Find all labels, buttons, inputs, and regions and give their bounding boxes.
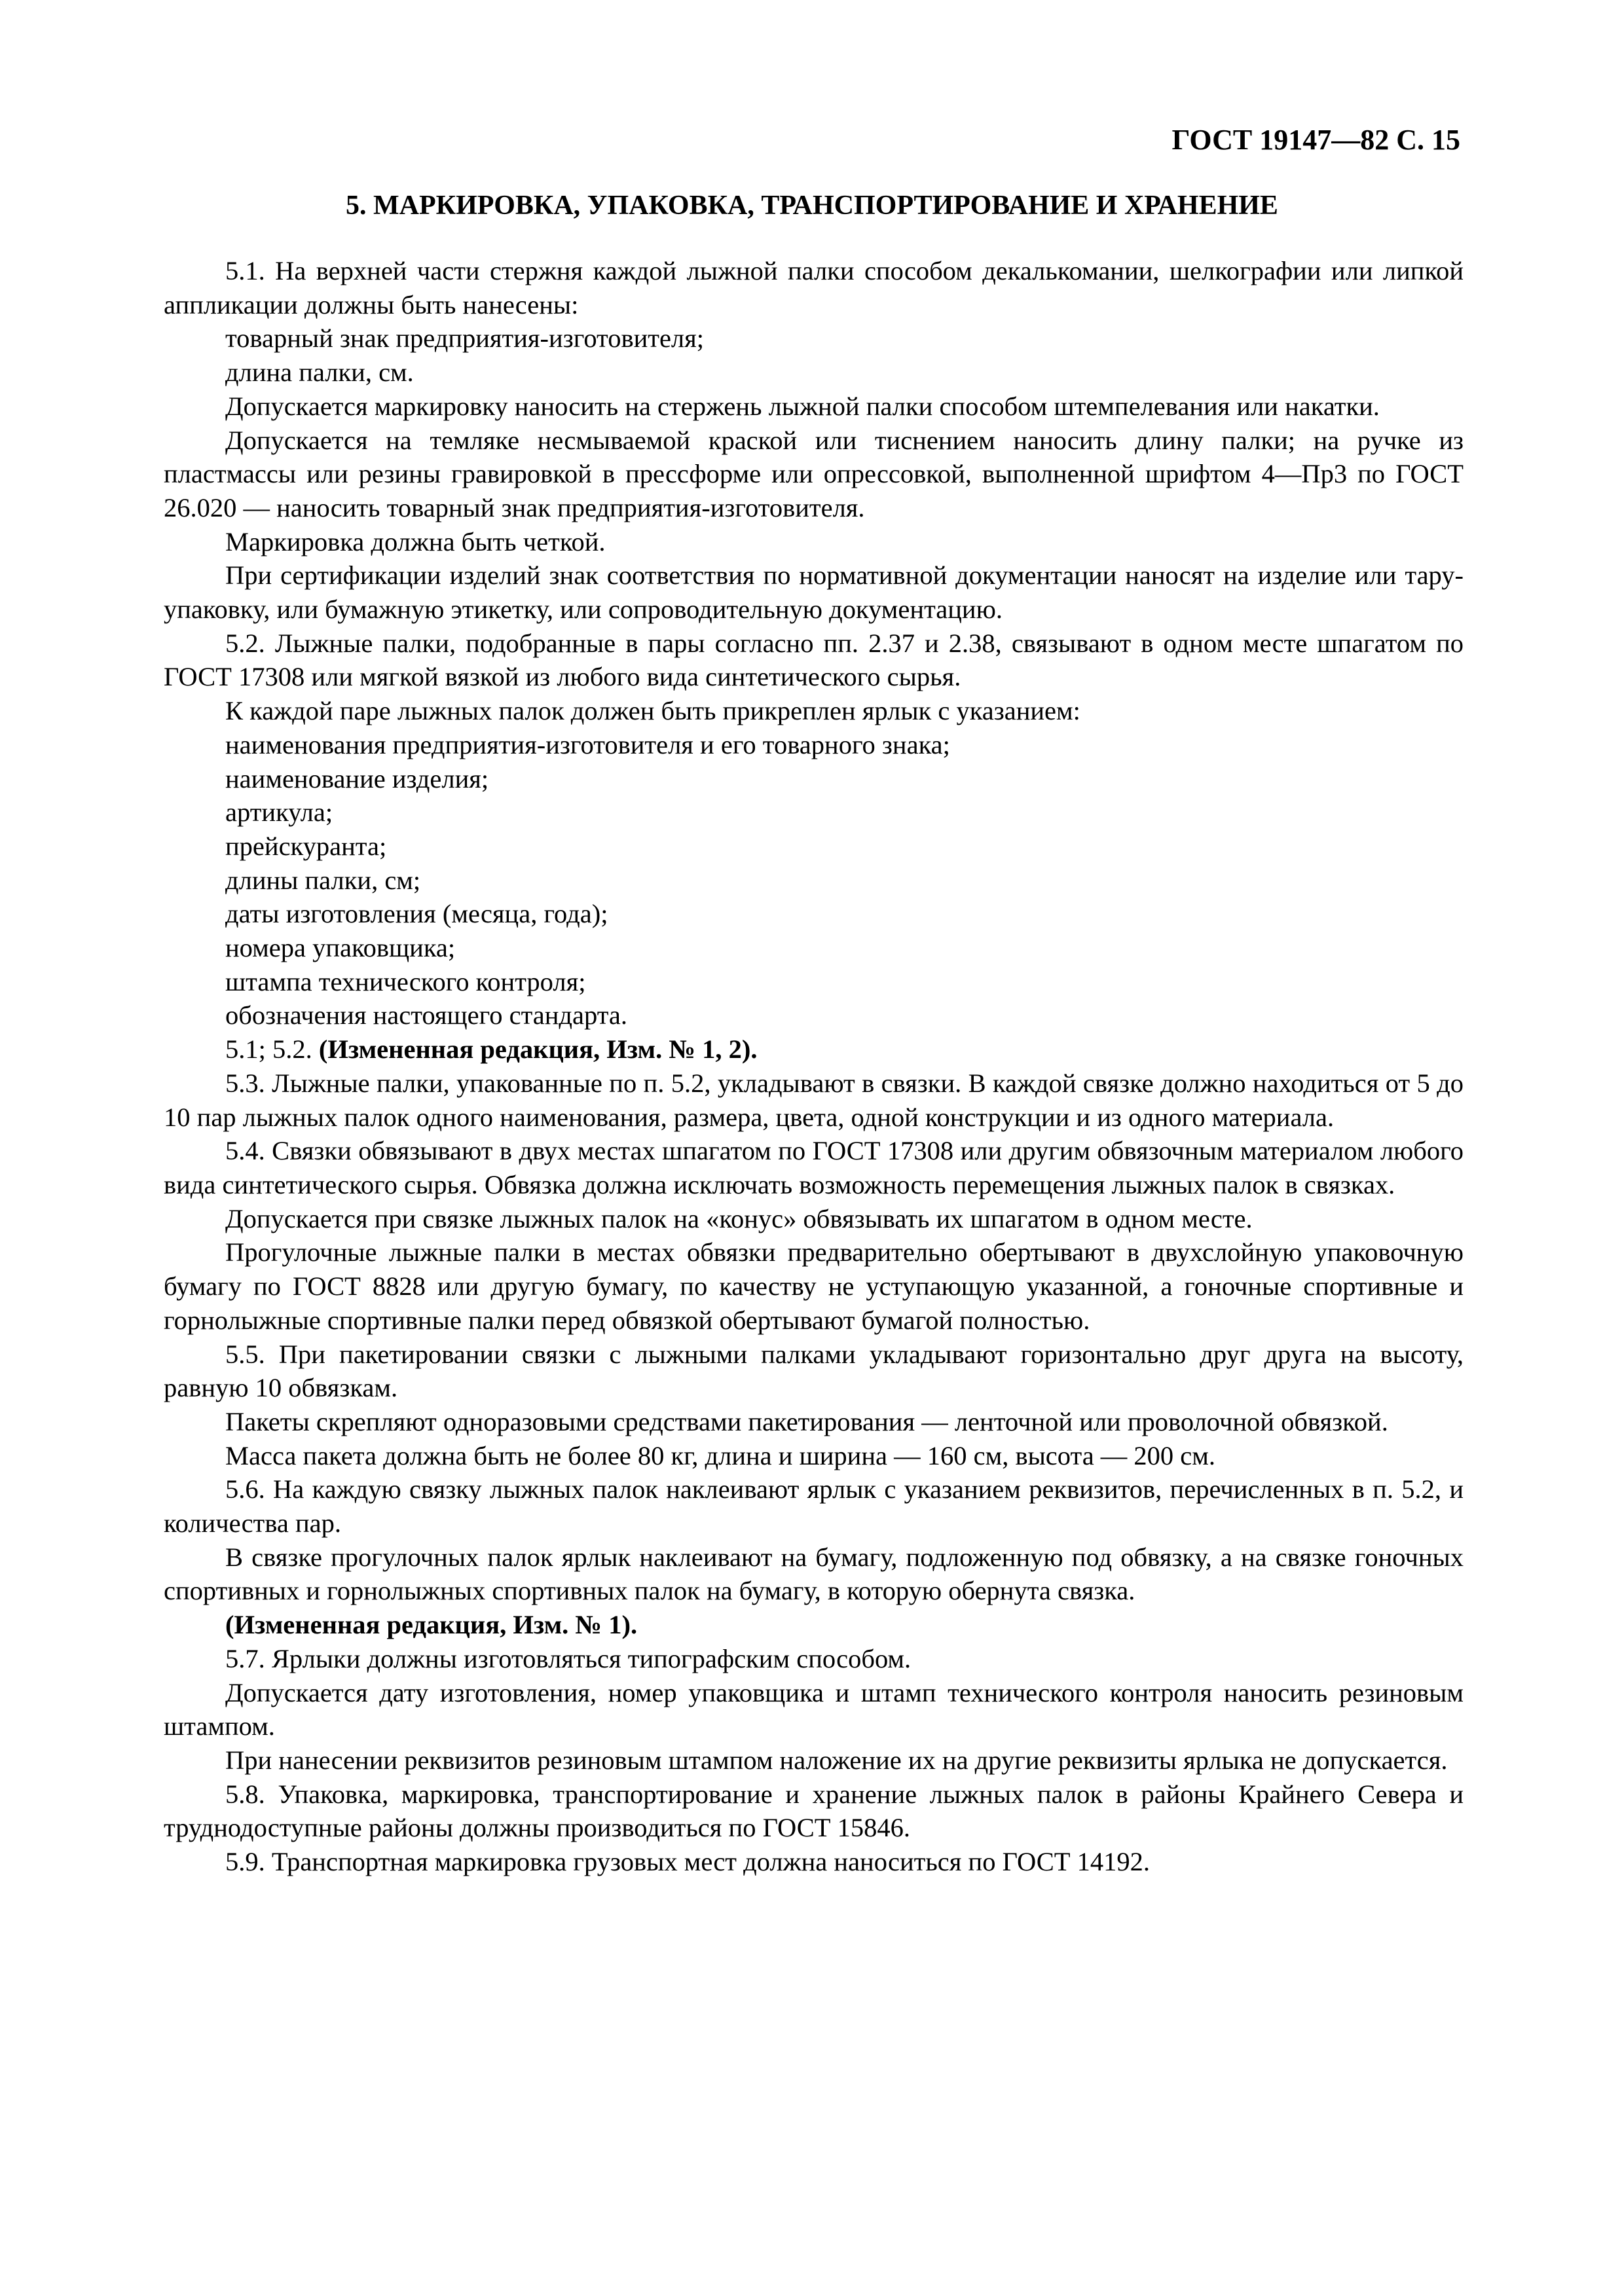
paragraph: длина палки, см.	[225, 357, 414, 388]
paragraph: Допускается на темляке несмываемой краской или тиснением наносить длину палки; на ручке из пластмассы или резины гравировкой в прессформе или опрессовкой, выполненной шрифтом 4—Пр3 по ГОСТ 26.020 — наносить товарный знак предприятия-изготовителя.	[164, 425, 1464, 522]
paragraph: Допускается при связке лыжных палок на «конус» обвязывать их шпагатом в одном месте.	[225, 1203, 1253, 1233]
list-item: наименования предприятия-изготовителя и его товарного знака;	[225, 729, 950, 759]
amendment-prefix: 5.1; 5.2.	[225, 1034, 319, 1065]
list-item: номера упаковщика;	[225, 933, 456, 963]
section-title: 5. МАРКИРОВКА, УПАКОВКА, ТРАНСПОРТИРОВАНИЕ И ХРАНЕНИЕ	[346, 191, 1278, 221]
paragraph: При нанесении реквизитов резиновым штампом наложение их на другие реквизиты ярлыка не допускается.	[225, 1745, 1448, 1775]
amendment-bold: (Измененная редакция, Изм. № 1, 2).	[318, 1034, 758, 1065]
paragraph: Допускается дату изготовления, номер упаковщика и штамп технического контроля наносить резиновым штампом.	[164, 1677, 1464, 1741]
amendment-note	[164, 1032, 1464, 1066]
paragraph: 5.2. Лыжные палки, подобранные в пары согласно пп. 2.37 и 2.38, связывают в одном месте шпагатом по ГОСТ 17308 или мягкой вязкой из любого вида синтетического сырья.	[164, 628, 1464, 692]
paragraph: Допускается маркировку наносить на стержень лыжной палки способом штемпелевания или накатки.	[225, 391, 1380, 421]
paragraph: 5.1. На верхней части стержня каждой лыжной палки способом декалькомании, шелкографии или липкой аппликации должны быть нанесены:	[164, 256, 1464, 319]
list-item: обозначения настоящего стандарта.	[225, 1000, 628, 1030]
paragraph: Прогулочные лыжные палки в местах обвязки предварительно обертывают в двухслойную упаковочную бумагу по ГОСТ 8828 или другую бумагу, по качеству не уступающую указанной, а гоночные спортивные и горнолыжные спортивные палки перед обвязкой обертывают бумагой полностью.	[164, 1237, 1464, 1335]
amendment-bold: (Измененная редакция, Изм. № 1).	[225, 1610, 638, 1640]
page-header: ГОСТ 19147—82 С. 15	[1171, 124, 1460, 156]
paragraph: 5.9. Транспортная маркировка грузовых мест должна наноситься по ГОСТ 14192.	[225, 1847, 1150, 1877]
list-item: даты изготовления (месяца, года);	[225, 899, 608, 929]
list-item: артикула;	[225, 797, 333, 828]
paragraph: 5.3. Лыжные палки, упакованные по п. 5.2, укладывают в связки. В каждой связке должно находиться от 5 до 10 пар лыжных палок одного наименования, размера, цвета, одной конструкции и из одного материала.	[164, 1068, 1464, 1132]
list-item: штампа технического контроля;	[225, 966, 586, 996]
paragraph: Маркировка должна быть четкой.	[225, 526, 606, 556]
paragraph: 5.5. При пакетировании связки с лыжными палками укладывают горизонтально друг друга на высоту, равную 10 обвязкам.	[164, 1339, 1464, 1403]
paragraph: К каждой паре лыжных палок должен быть прикреплен ярлык с указанием:	[225, 696, 1080, 726]
paragraph: В связке прогулочных палок ярлык наклеивают на бумагу, подложенную под обвязку, а на связке гоночных спортивных и горнолыжных спортивных палок на бумагу, в которую обернута связка.	[164, 1542, 1464, 1606]
document-body	[164, 254, 1464, 1879]
amendment-note	[164, 1608, 1464, 1642]
paragraph: 5.8. Упаковка, маркировка, транспортирование и хранение лыжных палок в районы Крайнего Севера и труднодоступные районы должны производиться по ГОСТ 15846.	[164, 1779, 1464, 1843]
list-item: прейскуранта;	[225, 831, 387, 861]
paragraph: 5.6. На каждую связку лыжных палок наклеивают ярлык с указанием реквизитов, перечисленных в п. 5.2, и количества пар.	[164, 1474, 1464, 1539]
paragraph: Масса пакета должна быть не более 80 кг, длина и ширина — 160 см, высота — 200 см.	[225, 1440, 1216, 1470]
paragraph: 5.7. Ярлыки должны изготовляться типографским способом.	[225, 1643, 912, 1673]
paragraph: При сертификации изделий знак соответствия по нормативной документации наносят на изделие или тару-упаковку, или бумажную этикетку, или сопроводительную документацию.	[164, 560, 1464, 625]
list-item: наименование изделия;	[225, 763, 489, 793]
paragraph: товарный знак предприятия-изготовителя;	[225, 323, 705, 354]
list-item: длины палки, см;	[225, 865, 421, 895]
paragraph: 5.4. Связки обвязывают в двух местах шпагатом по ГОСТ 17308 или другим обвязочным материалом любого вида синтетического сырья. Обвязка должна исключать возможность перемещения лыжных палок в связках.	[164, 1136, 1464, 1199]
paragraph: Пакеты скрепляют одноразовыми средствами пакетирования — ленточной или проволочной обвязкой.	[225, 1406, 1388, 1436]
